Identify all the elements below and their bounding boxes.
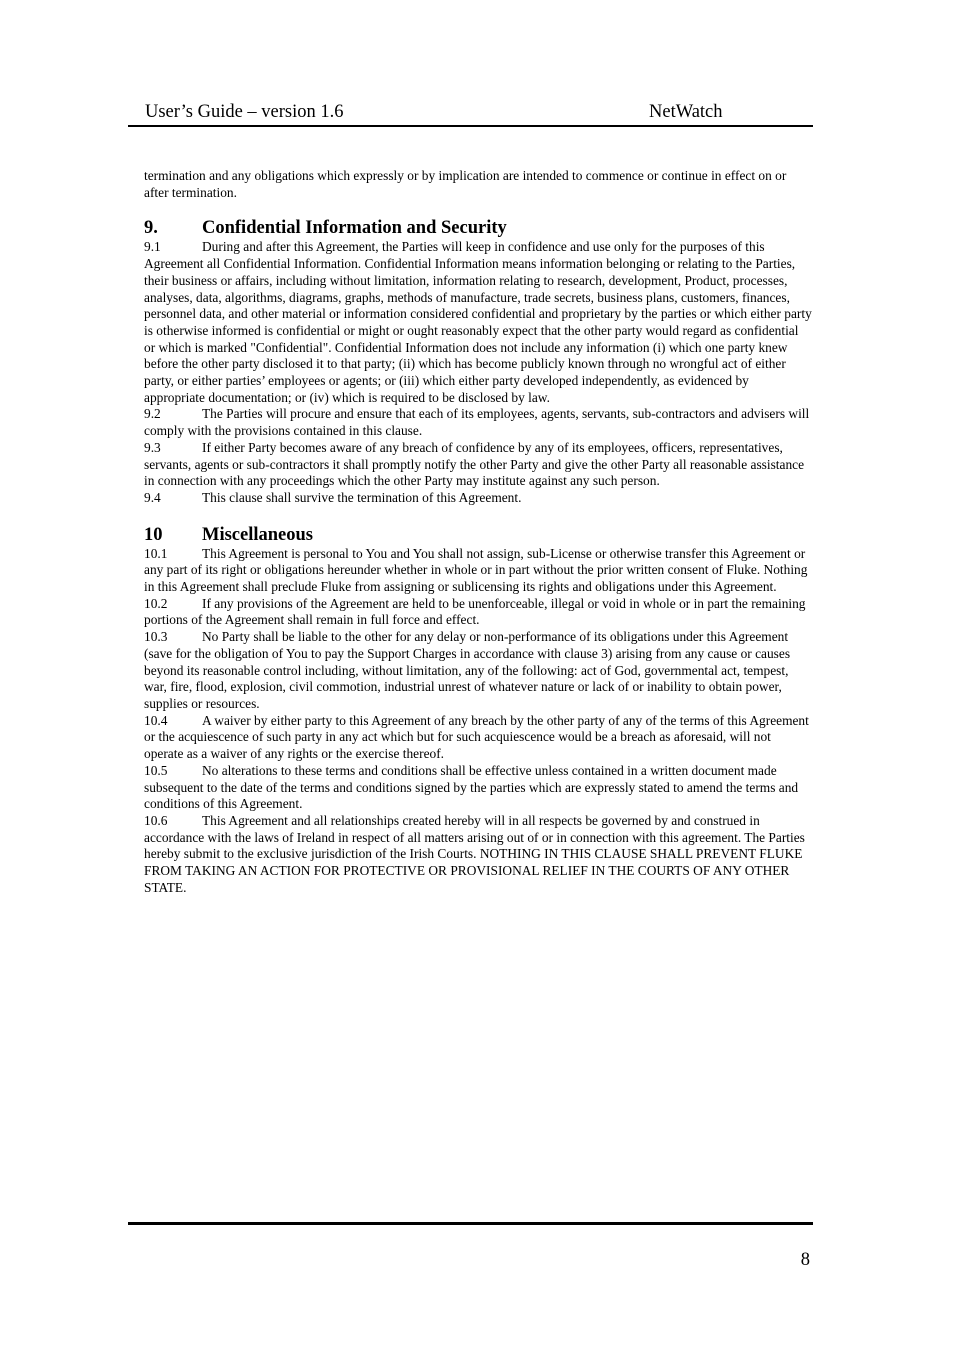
- clause-10-1: [144, 546, 812, 596]
- clause-number: 10.6: [144, 812, 168, 828]
- clause-number: 10.1: [144, 545, 168, 561]
- clause-number: 9.2: [144, 406, 161, 422]
- document-body: [144, 168, 812, 896]
- clause-text: The Parties will procure and ensure that each of its employees, agents, servants, sub-contractors and advisers will comply with the provisions contained in this clause.: [144, 406, 810, 439]
- page-number: 8: [800, 1250, 810, 1270]
- clause-10-5: [144, 763, 812, 813]
- clause-text: If either Party becomes aware of any breach of confidence by any of its employees, officers, representatives, servants, agents or sub-contractors it shall promptly notify the other Party and give the other Party all reasonable assistance in connection with any proceedings which the other Party may institute against any such person.: [144, 439, 805, 489]
- section-10-heading: [144, 524, 812, 546]
- clause-number: 10.4: [144, 712, 168, 728]
- clause-number: 9.3: [144, 439, 161, 455]
- section-number: 9.: [144, 218, 158, 239]
- footer-divider: [128, 1222, 813, 1225]
- clause-9-1: [144, 239, 812, 406]
- section-title: Confidential Information and Security: [202, 218, 507, 239]
- clause-text: This Agreement and all relationships created hereby will in all respects be governed by and construed in accordance with the laws of Ireland in respect of all matters arising out of or in connection with this agreement. The Parties hereby submit to the exclusive jurisdiction of the Irish Courts. NOTHING IN THIS CLAUSE SHALL PREVENT FLUKE FROM TAKING AN ACTION FOR PROTECTIVE OR PROVISIONAL RELIEF IN THE COURTS OF ANY OTHER STATE.: [144, 812, 805, 895]
- document-title: User’s Guide – version 1.6: [145, 102, 344, 122]
- clause-10-6: [144, 813, 812, 897]
- clause-text: If any provisions of the Agreement are held to be unenforceable, illegal or void in whole or in part the remaining portions of the Agreement shall remain in full force and effect.: [144, 595, 806, 628]
- intro-paragraph: termination and any obligations which expressly or by implication are intended to commence or continue in effect on or after termination.: [144, 168, 787, 200]
- clause-number: 9.4: [144, 489, 161, 505]
- section-9-heading: [144, 217, 812, 239]
- clause-text: No Party shall be liable to the other for any delay or non-performance of its obligations under this Agreement (save for the obligation of You to pay the Support Charges in accordance with clause 3) arising from any cause or causes beyond its reasonable control including, without limitation, any of the following: act of God, governmental act, tempest, war, fire, flood, explosion, civil commotion, industrial unrest of whatever nature or lack of or inability to obtain power, supplies or resources.: [144, 629, 791, 711]
- clause-number: 9.1: [144, 239, 161, 255]
- product-name: NetWatch: [649, 102, 723, 122]
- clause-9-3: [144, 440, 812, 490]
- clause-text: This clause shall survive the termination of this Agreement.: [202, 489, 522, 505]
- clause-9-2: [144, 406, 812, 439]
- section-number: 10: [144, 524, 163, 545]
- clause-text: No alterations to these terms and conditions shall be effective unless contained in a written document made subsequent to the date of the terms and conditions signed by the parties which are expressly stated to amend the terms and conditions of this Agreement.: [144, 762, 799, 812]
- clause-number: 10.3: [144, 629, 168, 645]
- header-divider: [128, 125, 813, 127]
- clause-text: During and after this Agreement, the Parties will keep in confidence and use only for the purposes of this Agreement all Confidential Information. Confidential Information means information belonging or relating to the Parties, their business or affairs, including without limitation, information relating to research, development, Product, processes, analyses, data, algorithms, diagrams, graphs, methods of manufacture, trade secrets, business plans, customers, finances, personnel data, and other material or information considered confidential and proprietary by the parties or which either party is otherwise informed is confidential or might or ought reasonably expect that the other party would regard as confidential or which is marked "Confidential". Confidential Information does not include any information (i) which one party knew before the other party disclosed it to that party; (ii) which has become publicly known through no wrongful act of either party, or either parties’ employees or agents; or (iii) which either party developed independently, as evidenced by appropriate documentation; or (iv) which is required to be disclosed by law.: [144, 239, 812, 405]
- clause-9-4: [144, 490, 812, 507]
- page-header: [128, 100, 813, 124]
- clause-10-4: [144, 713, 812, 763]
- clause-10-2: [144, 596, 812, 629]
- clause-text: This Agreement is personal to You and You shall not assign, sub-License or otherwise transfer this Agreement or any part of its right or obligations hereunder whether in whole or in part without the prior written consent of Fluke. Nothing in this Agreement shall preclude Fluke from assigning or sublicensing its rights and obligations under this Agreement.: [144, 545, 808, 595]
- clause-number: 10.5: [144, 762, 168, 778]
- clause-number: 10.2: [144, 595, 168, 611]
- clause-10-3: [144, 629, 812, 713]
- section-title: Miscellaneous: [202, 524, 313, 545]
- clause-text: A waiver by either party to this Agreement of any breach by the other party of any of the terms of this Agreement or the acquiescence of such party in any act which but for such acquiescence would be a breach as aforesaid, will not operate as a waiver of any rights or the exercise thereof.: [144, 712, 809, 762]
